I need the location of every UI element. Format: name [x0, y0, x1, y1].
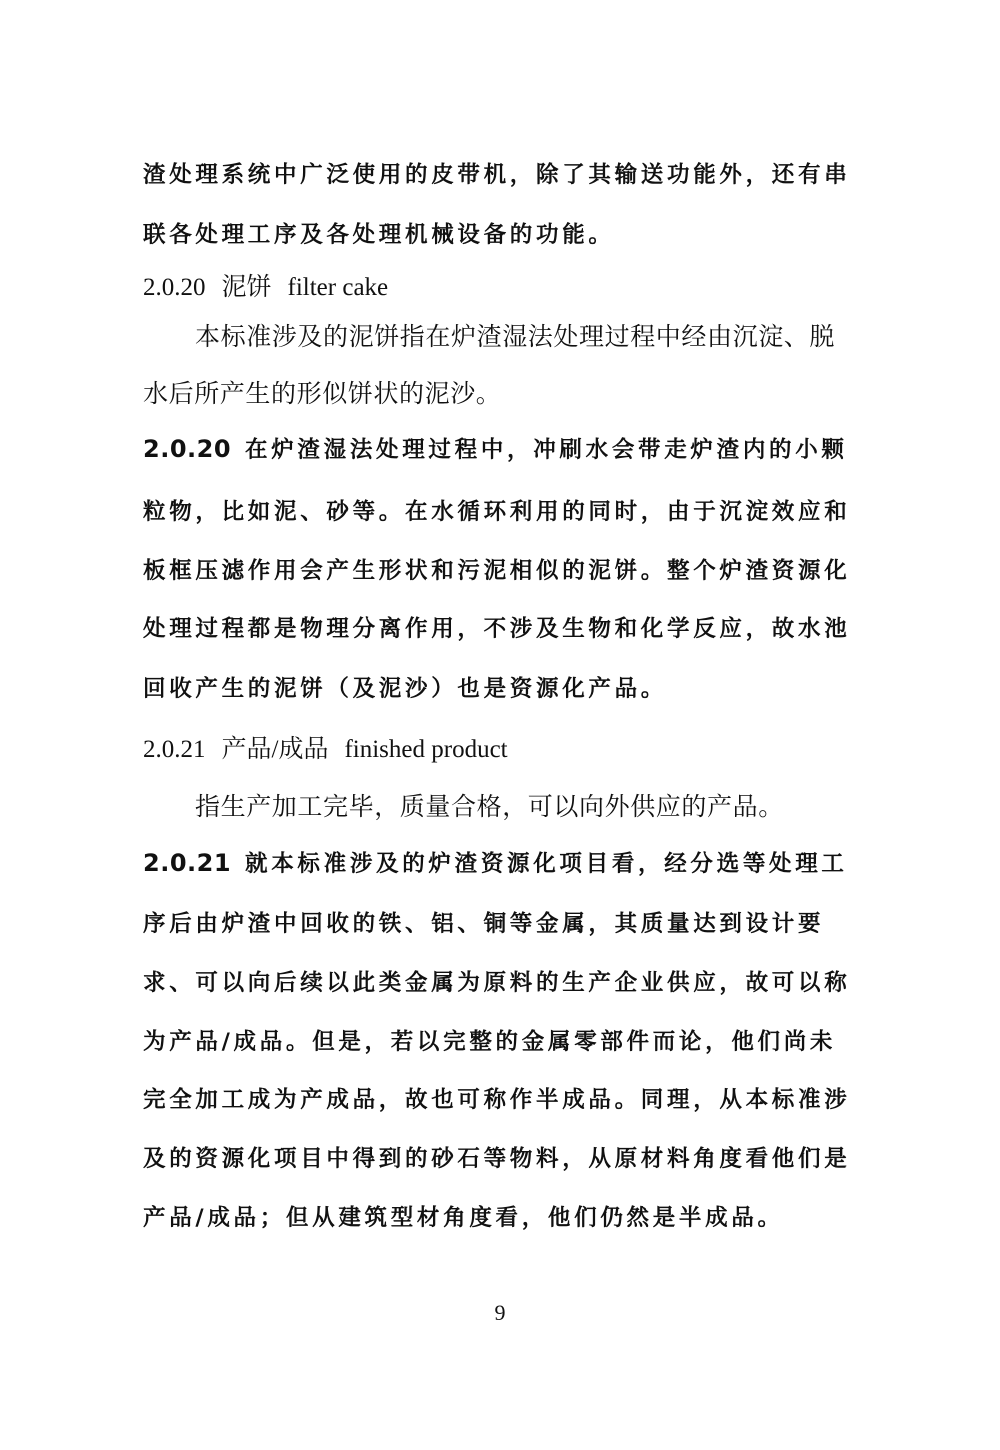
clause-number: 2.0.20 — [143, 274, 206, 301]
term-heading-2-0-21 — [143, 729, 508, 765]
definition-line: 水后所产生的形似饼状的泥沙。 — [143, 379, 502, 408]
definition-line: 指生产加工完毕，质量合格，可以向外供应的产品。 — [195, 792, 784, 821]
commentary-line: 回收产生的泥饼（及泥沙）也是资源化产品。 — [143, 676, 668, 702]
commentary-line: 处理过程都是物理分离作用，不涉及生物和化学反应，故水池 — [143, 616, 851, 642]
commentary-line: 粒物，比如泥、砂等。在水循环利用的同时，由于沉淀效应和 — [143, 499, 851, 525]
commentary-text: 在炉渣湿法处理过程中，冲刷水会带走炉渣内的小颗 — [245, 437, 848, 463]
term-heading-2-0-20 — [143, 267, 388, 303]
commentary-line: 联各处理工序及各处理机械设备的功能。 — [143, 222, 615, 248]
clause-number: 2.0.20 — [143, 435, 232, 463]
commentary-line: 序后由炉渣中回收的铁、铝、铜等金属，其质量达到设计要 — [143, 911, 825, 937]
commentary-line: 完全加工成为产成品，故也可称作半成品。同理，从本标准涉 — [143, 1087, 851, 1113]
commentary-line: 板框压滤作用会产生形状和污泥相似的泥饼。整个炉渣资源化 — [143, 558, 851, 584]
term-english: filter cake — [287, 274, 389, 301]
page-number: 9 — [494, 1300, 506, 1325]
commentary-text: 就本标准涉及的炉渣资源化项目看，经分选等处理工 — [245, 851, 848, 877]
commentary-line: 求、可以向后续以此类金属为原料的生产企业供应，故可以称 — [143, 970, 851, 996]
term-chinese: 产品/成品 — [221, 736, 329, 763]
clause-number: 2.0.21 — [143, 736, 206, 763]
term-chinese: 泥饼 — [221, 274, 272, 301]
clause-number: 2.0.21 — [143, 849, 232, 877]
definition-line: 本标准涉及的泥饼指在炉渣湿法处理过程中经由沉淀、脱 — [195, 322, 836, 351]
commentary-line: 及的资源化项目中得到的砂石等物料，从原材料角度看他们是 — [143, 1146, 851, 1172]
commentary-line-2-0-20 — [143, 432, 848, 464]
commentary-line: 产品/成品；但从建筑型材角度看，他们仍然是半成品。 — [143, 1205, 784, 1231]
commentary-line-2-0-21 — [143, 846, 848, 878]
commentary-line: 为产品/成品。但是，若以完整的金属零部件而论，他们尚未 — [143, 1029, 837, 1055]
commentary-line: 渣处理系统中广泛使用的皮带机，除了其输送功能外，还有串 — [143, 162, 851, 188]
term-english: finished product — [344, 736, 508, 763]
